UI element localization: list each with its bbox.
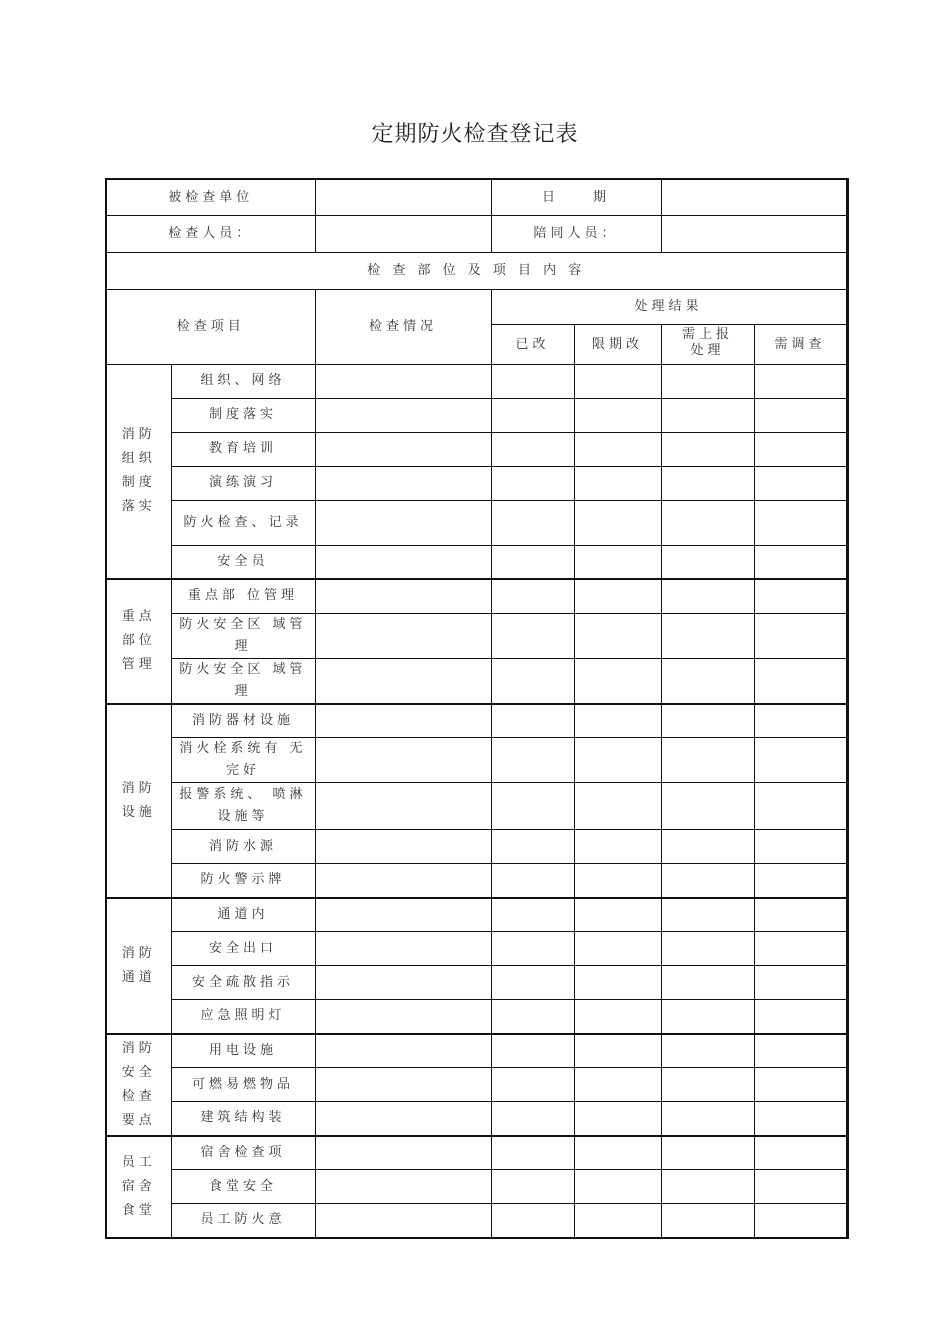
situation-cell[interactable] (315, 466, 491, 500)
table-row (106, 1102, 847, 1136)
category-cell (106, 364, 171, 579)
result-fixed-cell[interactable] (491, 466, 574, 500)
table-row (106, 783, 847, 830)
result-report-cell[interactable] (661, 579, 754, 613)
section-title: 检 查 部 位 及 项 目 内 容 (106, 252, 847, 289)
result-fixed-cell[interactable] (491, 1204, 574, 1238)
result-deadline-cell[interactable] (574, 1170, 661, 1204)
situation-cell[interactable] (315, 704, 491, 738)
result-deadline-cell[interactable] (574, 1102, 661, 1136)
table-row (106, 830, 847, 864)
result-report-cell[interactable] (661, 864, 754, 898)
item-label: 防火安全区 域管理 (171, 613, 315, 658)
person-field[interactable] (661, 215, 847, 252)
result-fixed-cell[interactable] (491, 1170, 574, 1204)
table-row (106, 864, 847, 898)
situation-cell[interactable] (315, 1136, 491, 1170)
category-label: 重点 部位 管理 (121, 609, 156, 673)
result-fixed-cell[interactable] (491, 898, 574, 932)
result-investigate-cell[interactable] (754, 966, 847, 1000)
result-fixed-cell[interactable] (491, 1102, 574, 1136)
item-label: 消防水源 (171, 830, 315, 864)
item-label: 安全疏散指示 (171, 966, 315, 1000)
table-row (106, 432, 847, 466)
item-label: 可燃易燃物品 (171, 1068, 315, 1102)
item-label: 消火栓系统有 无完好 (171, 738, 315, 783)
item-label: 用电设施 (171, 1034, 315, 1068)
situation-cell[interactable] (315, 500, 491, 545)
item-label: 制度落实 (171, 398, 315, 432)
result-report-cell[interactable] (661, 398, 754, 432)
result-fixed-cell[interactable] (491, 579, 574, 613)
item-label: 消防器材设施 (171, 704, 315, 738)
result-deadline-cell[interactable] (574, 1136, 661, 1170)
result-investigate-cell[interactable] (754, 704, 847, 738)
result-investigate-cell[interactable] (754, 1136, 847, 1170)
item-label: 防火检查、记录 (171, 500, 315, 545)
result-investigate-cell[interactable] (754, 1034, 847, 1068)
result-report-cell[interactable] (661, 830, 754, 864)
situation-cell[interactable] (315, 398, 491, 432)
unit-label: 被检查单位 (106, 179, 315, 215)
situation-cell[interactable] (315, 613, 491, 658)
result-deadline-cell[interactable] (574, 579, 661, 613)
situation-cell[interactable] (315, 898, 491, 932)
table-row (106, 932, 847, 966)
result-deadline-cell[interactable] (574, 1068, 661, 1102)
result-deadline-cell[interactable] (574, 500, 661, 545)
item-label: 重点部 位管理 (171, 579, 315, 613)
unit-field[interactable] (315, 179, 491, 215)
result-fixed-cell[interactable] (491, 500, 574, 545)
table-row (106, 1204, 847, 1238)
table-row (106, 579, 847, 613)
situation-cell[interactable] (315, 1204, 491, 1238)
result-deadline-cell[interactable] (574, 966, 661, 1000)
result-fixed-cell[interactable] (491, 932, 574, 966)
item-label: 安全员 (171, 545, 315, 579)
result-deadline-cell[interactable] (574, 398, 661, 432)
situation-cell[interactable] (315, 432, 491, 466)
inspection-form-table (105, 178, 849, 1239)
category-cell (106, 898, 171, 1034)
item-label: 教育培训 (171, 432, 315, 466)
col-result-investigate: 需调查 (754, 324, 847, 364)
result-fixed-cell[interactable] (491, 1136, 574, 1170)
result-report-cell[interactable] (661, 932, 754, 966)
result-deadline-cell[interactable] (574, 864, 661, 898)
category-label: 员工 宿舍 食堂 (121, 1154, 156, 1218)
situation-cell[interactable] (315, 1034, 491, 1068)
result-deadline-cell[interactable] (574, 545, 661, 579)
result-fixed-cell[interactable] (491, 398, 574, 432)
category-cell (106, 579, 171, 704)
result-deadline-cell[interactable] (574, 613, 661, 658)
result-fixed-cell[interactable] (491, 364, 574, 398)
situation-cell[interactable] (315, 932, 491, 966)
item-label: 通道内 (171, 898, 315, 932)
table-row (106, 364, 847, 398)
col-result-report-text: 需上报 处理 (681, 326, 733, 358)
item-label: 演练演习 (171, 466, 315, 500)
situation-cell[interactable] (315, 783, 491, 830)
result-report-cell[interactable] (661, 432, 754, 466)
result-report-cell[interactable] (661, 364, 754, 398)
result-investigate-cell[interactable] (754, 932, 847, 966)
result-fixed-cell[interactable] (491, 783, 574, 830)
result-fixed-cell[interactable] (491, 613, 574, 658)
result-deadline-cell[interactable] (574, 658, 661, 704)
result-deadline-cell[interactable] (574, 466, 661, 500)
item-label: 防火警示牌 (171, 864, 315, 898)
situation-cell[interactable] (315, 830, 491, 864)
result-deadline-cell[interactable] (574, 783, 661, 830)
category-cell (106, 1034, 171, 1136)
result-investigate-cell[interactable] (754, 500, 847, 545)
result-deadline-cell[interactable] (574, 1204, 661, 1238)
result-fixed-cell[interactable] (491, 545, 574, 579)
result-deadline-cell[interactable] (574, 738, 661, 783)
table-row (106, 704, 847, 738)
result-report-cell[interactable] (661, 658, 754, 704)
table-row (106, 500, 847, 545)
result-deadline-cell[interactable] (574, 364, 661, 398)
result-report-cell[interactable] (661, 783, 754, 830)
result-deadline-cell[interactable] (574, 704, 661, 738)
situation-cell[interactable] (315, 1102, 491, 1136)
item-label: 应急照明灯 (171, 1000, 315, 1034)
result-report-cell[interactable] (661, 1068, 754, 1102)
result-fixed-cell[interactable] (491, 830, 574, 864)
category-label: 消防 通道 (121, 945, 156, 985)
item-label: 宿舍检查项 (171, 1136, 315, 1170)
category-label: 消防 设施 (121, 780, 156, 820)
date-label: 日 期 (491, 179, 661, 215)
table-row (106, 466, 847, 500)
table-row (106, 1068, 847, 1102)
result-investigate-cell[interactable] (754, 1170, 847, 1204)
result-investigate-cell[interactable] (754, 864, 847, 898)
result-investigate-cell[interactable] (754, 1068, 847, 1102)
col-result-deadline: 限期改 (574, 324, 661, 364)
result-report-cell[interactable] (661, 1034, 754, 1068)
result-fixed-cell[interactable] (491, 966, 574, 1000)
result-fixed-cell[interactable] (491, 432, 574, 466)
table-row (106, 738, 847, 783)
situation-cell[interactable] (315, 364, 491, 398)
result-fixed-cell[interactable] (491, 658, 574, 704)
table-row (106, 1000, 847, 1034)
result-fixed-cell[interactable] (491, 864, 574, 898)
result-report-cell[interactable] (661, 500, 754, 545)
result-investigate-cell[interactable] (754, 830, 847, 864)
table-row (106, 613, 847, 658)
situation-cell[interactable] (315, 545, 491, 579)
table-row (106, 545, 847, 579)
result-deadline-cell[interactable] (574, 830, 661, 864)
result-deadline-cell[interactable] (574, 932, 661, 966)
category-cell (106, 1136, 171, 1238)
result-investigate-cell[interactable] (754, 738, 847, 783)
table-row (106, 1136, 847, 1170)
table-row (106, 1034, 847, 1068)
result-deadline-cell[interactable] (574, 1000, 661, 1034)
result-investigate-cell[interactable] (754, 1000, 847, 1034)
result-investigate-cell[interactable] (754, 579, 847, 613)
situation-cell[interactable] (315, 1170, 491, 1204)
date-field[interactable] (661, 179, 847, 215)
category-label: 消防 组织 制度 落实 (121, 427, 156, 515)
result-report-cell[interactable] (661, 898, 754, 932)
item-label: 食堂安全 (171, 1170, 315, 1204)
table-row (106, 898, 847, 932)
col-result-report (661, 324, 754, 364)
result-deadline-cell[interactable] (574, 898, 661, 932)
result-investigate-cell[interactable] (754, 1204, 847, 1238)
item-label: 防火安全区 域管理 (171, 658, 315, 704)
result-report-cell[interactable] (661, 466, 754, 500)
item-label: 报警系统、 喷淋设施等 (171, 783, 315, 830)
table-row (106, 658, 847, 704)
result-investigate-cell[interactable] (754, 898, 847, 932)
item-label: 建筑结构装 (171, 1102, 315, 1136)
table-row (106, 966, 847, 1000)
inspector-label: 检查人员： (106, 215, 315, 252)
result-fixed-cell[interactable] (491, 1068, 574, 1102)
situation-cell[interactable] (315, 864, 491, 898)
item-label: 组织、网络 (171, 364, 315, 398)
result-investigate-cell[interactable] (754, 432, 847, 466)
result-investigate-cell[interactable] (754, 545, 847, 579)
col-situation: 检查情况 (315, 289, 491, 364)
result-report-cell[interactable] (661, 1136, 754, 1170)
item-label: 安全出口 (171, 932, 315, 966)
situation-cell[interactable] (315, 966, 491, 1000)
result-deadline-cell[interactable] (574, 432, 661, 466)
result-investigate-cell[interactable] (754, 364, 847, 398)
result-report-cell[interactable] (661, 966, 754, 1000)
category-label: 消防 安全 检查 要点 (121, 1040, 156, 1128)
result-report-cell[interactable] (661, 1170, 754, 1204)
result-report-cell[interactable] (661, 545, 754, 579)
page-title: 定期防火检查登记表 (371, 122, 579, 147)
col-project: 检查项目 (106, 289, 315, 364)
person-label: 陪同人员： (491, 215, 661, 252)
result-investigate-cell[interactable] (754, 466, 847, 500)
situation-cell[interactable] (315, 1000, 491, 1034)
situation-cell[interactable] (315, 1068, 491, 1102)
situation-cell[interactable] (315, 658, 491, 704)
result-report-cell[interactable] (661, 613, 754, 658)
result-investigate-cell[interactable] (754, 398, 847, 432)
table-row (106, 398, 847, 432)
result-fixed-cell[interactable] (491, 1000, 574, 1034)
col-result-fixed: 已改 (491, 324, 574, 364)
result-investigate-cell[interactable] (754, 658, 847, 704)
category-cell (106, 704, 171, 898)
result-report-cell[interactable] (661, 1102, 754, 1136)
result-fixed-cell[interactable] (491, 1034, 574, 1068)
result-fixed-cell[interactable] (491, 738, 574, 783)
result-investigate-cell[interactable] (754, 783, 847, 830)
result-deadline-cell[interactable] (574, 1034, 661, 1068)
table-row (106, 1170, 847, 1204)
result-fixed-cell[interactable] (491, 704, 574, 738)
result-report-cell[interactable] (661, 1000, 754, 1034)
situation-cell[interactable] (315, 579, 491, 613)
col-result: 处理结果 (491, 289, 847, 324)
result-investigate-cell[interactable] (754, 613, 847, 658)
result-report-cell[interactable] (661, 1204, 754, 1238)
result-report-cell[interactable] (661, 704, 754, 738)
inspector-field[interactable] (315, 215, 491, 252)
result-investigate-cell[interactable] (754, 1102, 847, 1136)
item-label: 员工防火意 (171, 1204, 315, 1238)
result-report-cell[interactable] (661, 738, 754, 783)
situation-cell[interactable] (315, 738, 491, 783)
